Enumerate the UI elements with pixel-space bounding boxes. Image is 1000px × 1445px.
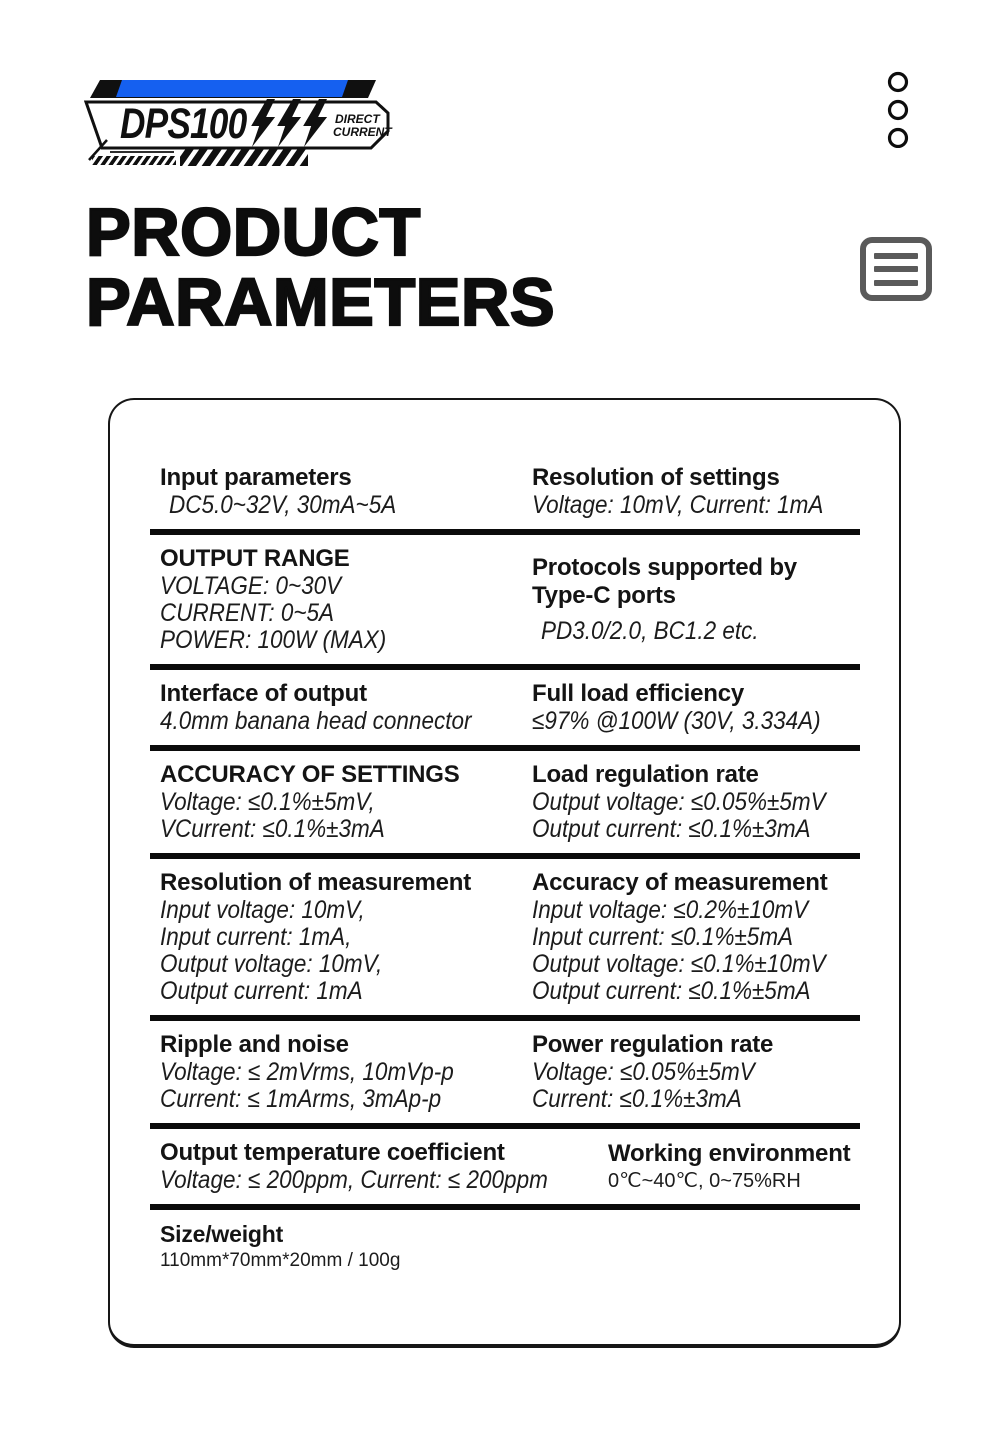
spec-title: Size/weight [160,1221,284,1247]
page-title-line2: PARAMETERS [86,265,556,340]
spec-title: Input parameters [160,464,352,491]
spec-row-temperature-environment [150,1129,860,1204]
logo-brand-text: DPS100 [120,99,247,148]
spec-title: Interface of output [160,680,367,707]
spec-title: Load regulation rate [532,761,759,788]
spec-line: Current: ≤ 1mArms, 3mAp-p [160,1085,442,1113]
menu-bar [874,266,918,272]
spec-row-size-weight [150,1210,860,1284]
spec-line: Output voltage: ≤0.05%±5mV [532,788,826,816]
page-title-line1: PRODUCT [86,195,421,270]
spec-line: Input voltage: ≤0.2%±10mV [532,896,809,924]
spec-line: Voltage: ≤ 2mVrms, 10mVp-p [160,1058,454,1086]
spec-line: Voltage: 10mV, Current: 1mA [532,491,824,519]
spec-title: Full load efficiency [532,680,745,707]
spec-cell [160,1139,608,1194]
spec-title: OUTPUT RANGE [160,545,350,572]
spec-line: Output current: ≤0.1%±5mA [532,977,811,1005]
spec-line: POWER: 100W (MAX) [160,626,387,654]
dps100-logo-graphic [84,74,400,172]
spec-title: ACCURACY OF SETTINGS [160,761,460,788]
spec-line: Output current: 1mA [160,977,363,1005]
spec-cell [160,869,532,1005]
spec-cell [160,1220,860,1274]
logo-tagline-line2: CURRENT [333,125,392,139]
menu-bar [874,253,918,259]
page-title [86,195,556,340]
spec-title: Working environment [608,1139,851,1167]
spec-line: Output voltage: 10mV, [160,950,383,978]
spec-cell [608,1140,860,1194]
spec-line: Input voltage: 10mV, [160,896,365,924]
spec-line: ≤97% @100W (30V, 3.334A) [532,707,821,735]
spec-title: Output temperature coefficient [160,1139,505,1166]
logo-accent-bar [90,80,376,98]
spec-row-measurement [150,859,860,1015]
spec-cell [532,464,860,519]
menu-bar [874,280,918,286]
parameters-card [108,398,901,1348]
spec-line: VCurrent: ≤0.1%±3mA [160,815,385,843]
spec-line: 4.0mm banana head connector [160,707,472,735]
spec-row-interface-of-output [150,670,860,745]
spec-row-ripple-and-noise [150,1021,860,1123]
spec-row-accuracy-of-settings [150,751,860,853]
spec-title: Resolution of settings [532,464,780,491]
spec-line: Voltage: ≤ 200ppm, Current: ≤ 200ppm [160,1166,548,1194]
spec-line: Voltage: ≤0.1%±5mV, [160,788,375,816]
spec-line: VOLTAGE: 0~30V [160,572,342,600]
logo-tagline-line1: DIRECT [335,112,380,126]
spec-line: PD3.0/2.0, BC1.2 etc. [541,617,759,645]
dps100-logo [84,74,400,172]
spec-line: Output current: ≤0.1%±3mA [532,815,811,843]
spec-line: Current: ≤0.1%±3mA [532,1085,742,1113]
spec-title: Accuracy of measurement [532,869,828,896]
vertical-dots-icon [886,70,910,153]
spec-cell [160,1031,532,1113]
spec-cell [532,869,860,1005]
spec-row-input-parameters [150,454,860,529]
spec-cell [532,554,860,645]
spec-line: DC5.0~32V, 30mA~5A [169,491,397,519]
spec-title: Resolution of measurement [160,869,472,896]
spec-line: Voltage: ≤0.05%±5mV [532,1058,755,1086]
spec-cell [160,545,532,654]
spec-cell [532,761,860,843]
spec-cell [160,761,532,843]
spec-row-output-range [150,535,860,664]
spec-cell [160,680,532,735]
spec-cell [160,464,532,519]
spec-title: Power regulation rate [532,1031,774,1058]
spec-line: CURRENT: 0~5A [160,599,335,627]
spec-title: Protocols supported by Type-C ports [532,554,797,609]
spec-line: Output voltage: ≤0.1%±10mV [532,950,826,978]
spec-line: 0℃~40℃, 0~75%RH [608,1169,801,1192]
spec-line: Input current: 1mA, [160,923,352,951]
spec-cell [532,1031,860,1113]
spec-cell [532,680,860,735]
list-menu-icon [860,237,932,301]
spec-line: Input current: ≤0.1%±5mA [532,923,794,951]
spec-title: Ripple and noise [160,1031,349,1058]
spec-line: 110mm*70mm*20mm / 100g [160,1250,401,1271]
